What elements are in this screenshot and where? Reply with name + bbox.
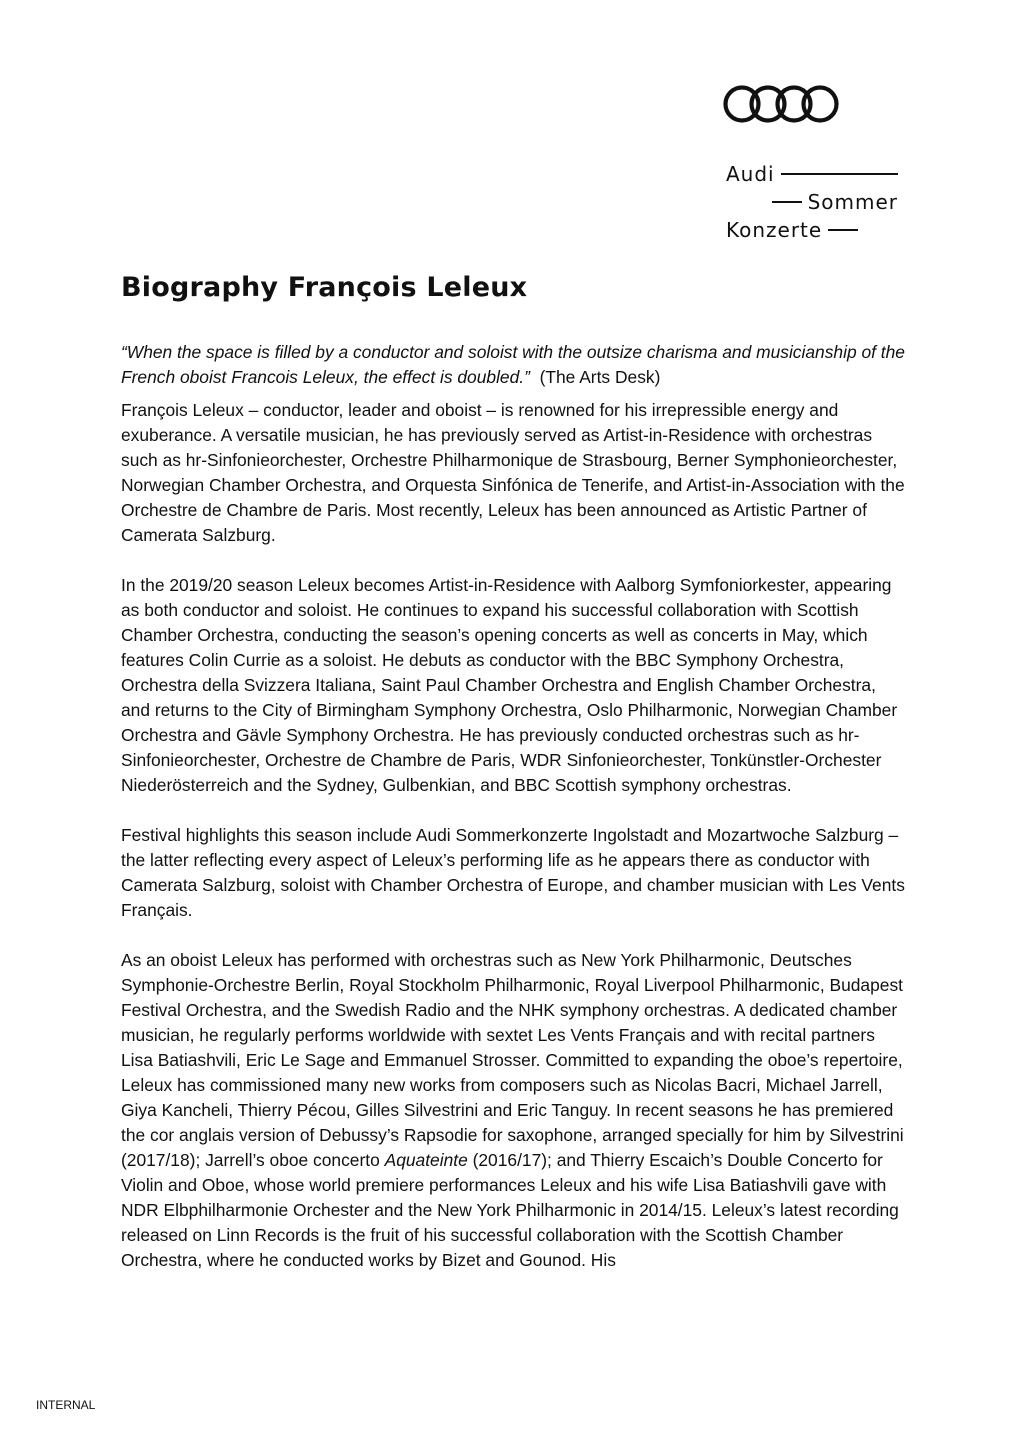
classification-label: INTERNAL bbox=[36, 1398, 96, 1412]
biography-paragraph: François Leleux – conductor, leader and oboist – is renowned for his irrepressible energy and exuberance. A versatile musician, he has previously served as Artist-in-Residence with orchestras such as hr-Sinfonieorchester, Orchestre Philharmonique de Strasbourg, Berner Symphonieorchester, Norwegian Chamber Orchestra, and Orquesta Sinfónica de Tenerife, and Artist-in-Association with the Orchestre de Chambre de Paris. Most recently, Leleux has been announced as Artistic Partner of Camerata Salzburg. bbox=[121, 400, 905, 545]
wordmark-line-3 bbox=[726, 216, 898, 244]
quote-text: “When the space is filled by a conductor and soloist with the outsize charisma and musicianship of the French oboist Francois Leleux, the effect is doubled.” bbox=[121, 342, 905, 387]
biography-paragraph: Festival highlights this season include Audi Sommerkonzerte Ingolstadt and Mozartwoche Salzburg – the latter reflecting every aspect of Leleux’s performing life as he appears there as conductor with Camerata Salzburg, soloist with Chamber Orchestra of Europe, and chamber musician with Les Vents Français. bbox=[121, 825, 905, 920]
wordmark-word-sommer: Sommer bbox=[807, 190, 898, 214]
paragraph-text: (2016/17); and Thierry Escaich’s Double Concerto for Violin and Oboe, whose world premiere performances Leleux and his wife Lisa Batiashvili gave with NDR Elbphilharmonie Orchester and the New York Philharmonic in 2014/15. Leleux’s latest recording released on Linn Records is the fruit of his successful collaboration with the Scottish Chamber Orchestra, where he conducted works by Bizet and Gounod. His bbox=[121, 1150, 899, 1270]
wordmark-rule bbox=[772, 201, 802, 203]
wordmark-line-1 bbox=[726, 160, 898, 188]
biography-paragraph: In the 2019/20 season Leleux becomes Artist-in-Residence with Aalborg Symfoniorkester, appearing as both conductor and soloist. He continues to expand his successful collaboration with Scottish Chamber Orchestra, conducting the season’s opening concerts as well as concerts in May, which features Colin Currie as a soloist. He debuts as conductor with the BBC Symphony Orchestra, Orchestra della Svizzera Italiana, Saint Paul Chamber Orchestra and English Chamber Orchestra, and returns to the City of Birmingham Symphony Orchestra, Oslo Philharmonic, Norwegian Chamber Orchestra and Gävle Symphony Orchestra. He has previously conducted orchestras such as hr-Sinfonieorchester, Orchestre de Chambre de Paris, WDR Sinfonieorchester, Tonkünstler-Orchester Niederösterreich and the Sydney, Gulbenkian, and BBC Scottish symphony orchestras. bbox=[121, 575, 898, 795]
wordmark-word-audi: Audi bbox=[726, 162, 775, 186]
page-title: Biography François Leleux bbox=[121, 272, 528, 303]
wordmark-rule bbox=[828, 229, 858, 231]
audi-four-rings-icon bbox=[722, 82, 840, 126]
wordmark-rule bbox=[781, 173, 898, 175]
audi-sommerkonzerte-wordmark bbox=[726, 160, 898, 244]
wordmark-word-konzerte: Konzerte bbox=[726, 218, 823, 242]
biography-paragraph bbox=[121, 948, 906, 1273]
wordmark-line-2 bbox=[726, 188, 898, 216]
quote-source: (The Arts Desk) bbox=[539, 367, 661, 387]
work-title: Aquateinte bbox=[384, 1150, 468, 1170]
paragraph-text: As an oboist Leleux has performed with orchestras such as New York Philharmonic, Deutsches Symphonie-Orchestre Berlin, Royal Stockholm Philharmonic, Royal Liverpool Philharmonic, Budapest Festival Orchestra, and the Swedish Radio and the NHK symphony orchestras. A dedicated chamber musician, he regularly performs worldwide with sextet Les Vents Français and with recital partners Lisa Batiashvili, Eric Le Sage and Emmanuel Strosser. Committed to expanding the oboe’s repertoire, Leleux has commissioned many new works from composers such as Nicolas Bacri, Michael Jarrell, Giya Kancheli, Thierry Pécou, Gilles Silvestrini and Eric Tanguy. In recent seasons he has premiered the cor anglais version of Debussy’s Rapsodie for saxophone, arranged specially for him by Silvestrini (2017/18); Jarrell’s oboe concerto bbox=[121, 950, 904, 1170]
press-quote bbox=[121, 340, 906, 390]
biography-body bbox=[121, 340, 906, 1273]
